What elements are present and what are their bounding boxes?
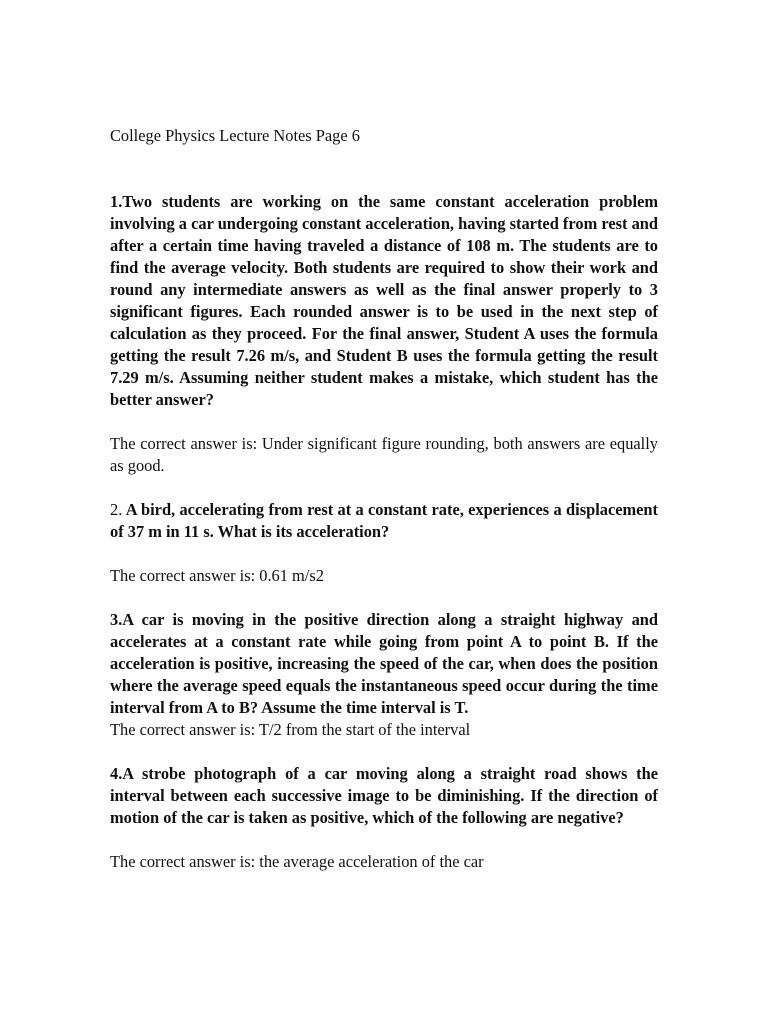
answer-2: The correct answer is: 0.61 m/s2 bbox=[110, 566, 324, 585]
question-2-number: 2. bbox=[110, 500, 123, 519]
spacer bbox=[110, 741, 658, 763]
question-4 bbox=[110, 763, 658, 829]
spacer bbox=[110, 477, 658, 499]
question-3-number: 3. bbox=[110, 610, 123, 629]
document-page bbox=[110, 125, 658, 873]
question-1-text: Two students are working on the same constant acceleration problem involving a car undergoing constant acceleration, having started from rest and after a certain time having traveled a distance of 108 m. The students are to find the average velocity. Both students are required to show their work and round any intermediate answers as well as the final answer properly to 3 significant figures. Each rounded answer is to be used in the next step of calculation as they proceed. For the final answer, Student A uses the formula getting the result 7.26 m/s, and Student B uses the formula getting the result 7.29 m/s. Assuming neither student makes a mistake, which student has the better answer? bbox=[110, 192, 658, 409]
page-header: College Physics Lecture Notes Page 6 bbox=[110, 126, 360, 145]
answer-4: The correct answer is: the average acceleration of the car bbox=[110, 852, 484, 871]
spacer bbox=[110, 587, 658, 609]
spacer bbox=[110, 411, 658, 433]
answer-1: The correct answer is: Under significant figure rounding, both answers are equally as good. bbox=[110, 434, 658, 475]
question-2 bbox=[110, 499, 658, 543]
spacer bbox=[110, 543, 658, 565]
answer-3: The correct answer is: T/2 from the start of the interval bbox=[110, 720, 471, 739]
question-3-text: A car is moving in the positive direction along a straight highway and accelerates at a constant rate while going from point A to point B. If the acceleration is positive, increasing the speed of the car, when does the position where the average speed equals the instantaneous speed occur during the time interval from A to B? Assume the time interval is T. bbox=[110, 610, 658, 717]
question-3 bbox=[110, 609, 658, 719]
question-1 bbox=[110, 191, 658, 411]
question-2-text: A bird, accelerating from rest at a constant rate, experiences a displacement of 37 m in 11 s. What is its acceleration? bbox=[110, 500, 658, 541]
question-4-text: A strobe photograph of a car moving along a straight road shows the interval between each successive image to be diminishing. If the direction of motion of the car is taken as positive, which of the following are negative? bbox=[110, 764, 658, 827]
spacer bbox=[110, 829, 658, 851]
question-1-number: 1. bbox=[110, 192, 123, 211]
question-4-number: 4. bbox=[110, 764, 123, 783]
